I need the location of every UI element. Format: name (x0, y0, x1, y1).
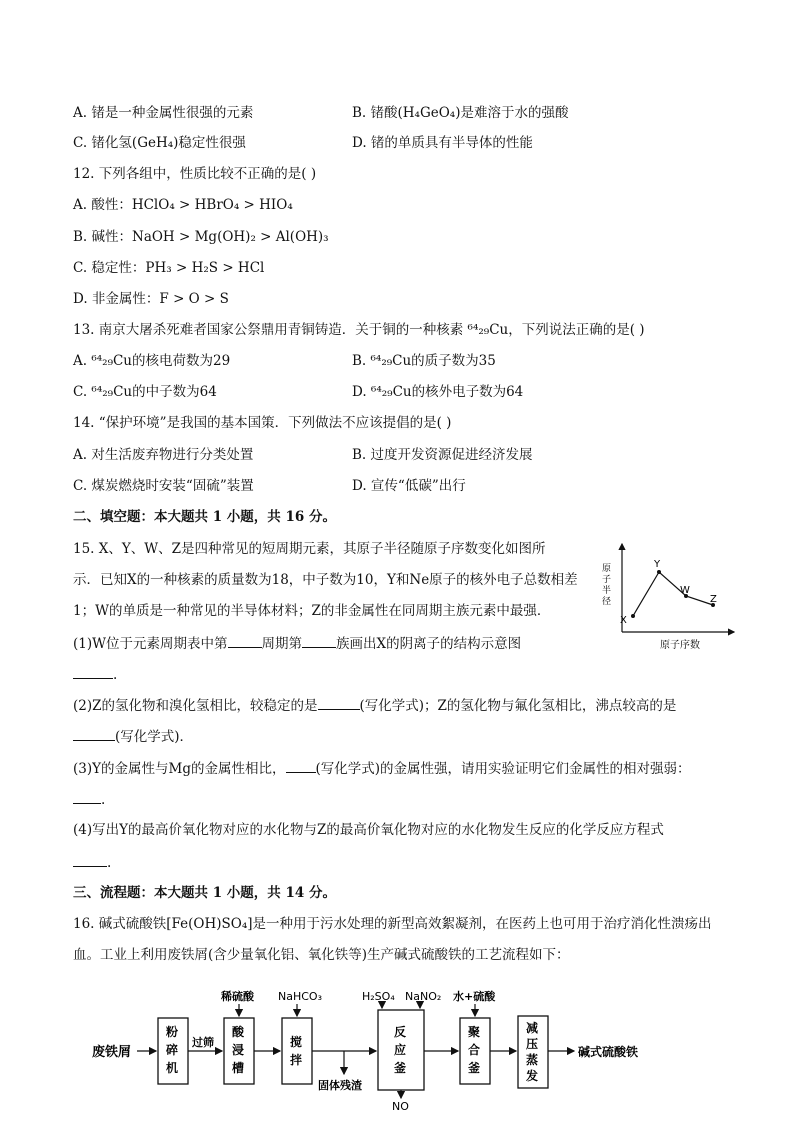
q13-option-a: A. ⁶⁴₂₉Cu的核电荷数为29 (73, 353, 231, 369)
svg-text:碎: 碎 (166, 1043, 179, 1057)
q15-part-1: (1)W位于元素周期表中第 周期第 族画出X的阴离子的结构示意图 (73, 633, 521, 654)
flow-start-label: 废铁屑 (92, 1045, 132, 1060)
q15-part-4: (4)写出Y的最高价氧化物对应的水化物与Z的最高价氧化物对应的水化物发生反应的化学反应方程式 (73, 822, 664, 838)
q14-option-d: D. 宣传“低碳”出行 (352, 478, 466, 494)
q15-line-2: 示．已知X的一种核素的质量数为18，中子数为10，Y和Ne原子的核外电子总数相差 (73, 572, 578, 588)
q14-option-c: C. 煤炭燃烧时安装“固硫”装置 (73, 478, 254, 494)
graph-ylabel-4: 径 (602, 597, 612, 607)
flow-product-label: 碱式硫酸铁 (578, 1045, 639, 1059)
q11-option-c: C. 锗化氢(GeH₄)稳定性很强 (73, 135, 246, 151)
q15-part-4-answer: . (73, 852, 111, 873)
graph-label-x: X (620, 615, 627, 626)
svg-text:槽: 槽 (232, 1061, 245, 1075)
svg-text:合: 合 (468, 1043, 481, 1057)
graph-label-z: Z (710, 594, 717, 605)
svg-text:机: 机 (166, 1061, 179, 1075)
q14-stem: 14. “保护环境”是我国的基本国策．下列做法不应该提倡的是( ) (73, 415, 452, 431)
svg-text:粉: 粉 (166, 1025, 179, 1039)
flow-input-h2so4: H₂SO₄ (362, 990, 395, 1003)
q12-option-d: D. 非金属性：F > O > S (73, 291, 229, 307)
graph-ylabel-2: 子 (602, 575, 612, 585)
flow-filter-label: 过筛 (192, 1036, 214, 1049)
q12-option-b: B. 碱性：NaOH > Mg(OH)₂ > Al(OH)₃ (73, 229, 329, 245)
q15-part-3-answer: . (73, 789, 105, 810)
graph-ylabel-1: 原 (602, 564, 612, 574)
q12-stem: 12. 下列各组中，性质比较不正确的是( ) (73, 166, 317, 182)
section-2-heading: 二、填空题：本大题共 1 小题，共 16 分。 (73, 509, 336, 525)
svg-text:釜: 釜 (394, 1061, 407, 1075)
q11-option-a: A. 锗是一种金属性很强的元素 (73, 105, 254, 121)
q16-line-1: 16. 碱式硫酸铁[Fe(OH)SO₄]是一种用于污水处理的新型高效絮凝剂，在医药上也可用于治疗消化性溃疡出 (73, 916, 712, 932)
q13-stem: 13. 南京大屠杀死难者国家公祭鼎用青铜铸造．关于铜的一种核素 ⁶⁴₂₉Cu，下列说法正确的是( ) (73, 322, 645, 338)
svg-text:减: 减 (526, 1021, 539, 1035)
flow-box-stirrer (282, 1018, 312, 1084)
q15-line-3: 1；W的单质是一种常见的半导体材料；Z的非金属性在同周期主族元素中最强． (73, 603, 551, 619)
svg-text:聚: 聚 (468, 1025, 481, 1039)
q12-option-a: A. 酸性：HClO₄ > HBrO₄ > HIO₄ (73, 197, 293, 213)
flow-input-water-acid: 水+硫酸 (453, 990, 496, 1003)
svg-text:发: 发 (526, 1069, 539, 1083)
q15-part-3: (3)Y的金属性与Mg的金属性相比， (写化学式)的金属性强，请用实验证明它们金属性的相对强弱： (73, 758, 691, 779)
svg-text:反: 反 (394, 1025, 407, 1039)
svg-text:釜: 釜 (468, 1061, 481, 1075)
q15-part-1-answer: . (73, 664, 117, 685)
flow-input-nahco3: NaHCO₃ (278, 990, 322, 1003)
flow-input-dilute-acid: 稀硫酸 (221, 990, 254, 1003)
svg-text:蒸: 蒸 (526, 1053, 539, 1067)
q15-line-1: 15. X、Y、W、Z是四种常见的短周期元素，其原子半径随原子序数变化如图所 (73, 541, 546, 557)
svg-text:酸: 酸 (232, 1025, 245, 1039)
q15-part-2-cont: (写化学式)． (73, 726, 193, 747)
q16-line-2: 血。工业上利用废铁屑(含少量氧化铝、氧化铁等)生产碱式硫酸铁的工艺流程如下： (73, 947, 570, 963)
flow-gas-label: NO (392, 1100, 409, 1113)
graph-xlabel: 原子序数 (660, 640, 700, 651)
q14-option-b: B. 过度开发资源促进经济发展 (352, 447, 533, 463)
q15-part-2: (2)Z的氢化物和溴化氢相比，较稳定的是 (写化学式)；Z的氢化物与氟化氢相比，沸点较高的是 (73, 695, 676, 716)
q13-option-b: B. ⁶⁴₂₉Cu的质子数为35 (352, 353, 496, 369)
q12-option-c: C. 稳定性：PH₃ > H₂S > HCl (73, 260, 265, 276)
q13-option-c: C. ⁶⁴₂₉Cu的中子数为64 (73, 384, 217, 400)
svg-text:压: 压 (526, 1037, 539, 1051)
graph-ylabel-3: 半 (602, 586, 612, 596)
graph-label-y: Y (654, 559, 661, 570)
q11-option-d: D. 锗的单质具有半导体的性能 (352, 135, 533, 151)
svg-text:应: 应 (394, 1043, 407, 1057)
section-3-heading: 三、流程题：本大题共 1 小题，共 14 分。 (73, 885, 336, 901)
flow-residue-label: 固体残渣 (318, 1079, 362, 1092)
flow-input-nano2: NaNO₂ (405, 990, 442, 1003)
svg-text:浸: 浸 (232, 1043, 245, 1057)
q13-option-d: D. ⁶⁴₂₉Cu的核外电子数为64 (352, 384, 524, 400)
svg-text:搅: 搅 (290, 1035, 303, 1049)
q11-option-b: B. 锗酸(H₄GeO₄)是难溶于水的强酸 (352, 105, 569, 121)
q14-option-a: A. 对生活废弃物进行分类处置 (73, 447, 254, 463)
graph-label-w: W (680, 585, 690, 596)
svg-text:拌: 拌 (290, 1053, 303, 1067)
